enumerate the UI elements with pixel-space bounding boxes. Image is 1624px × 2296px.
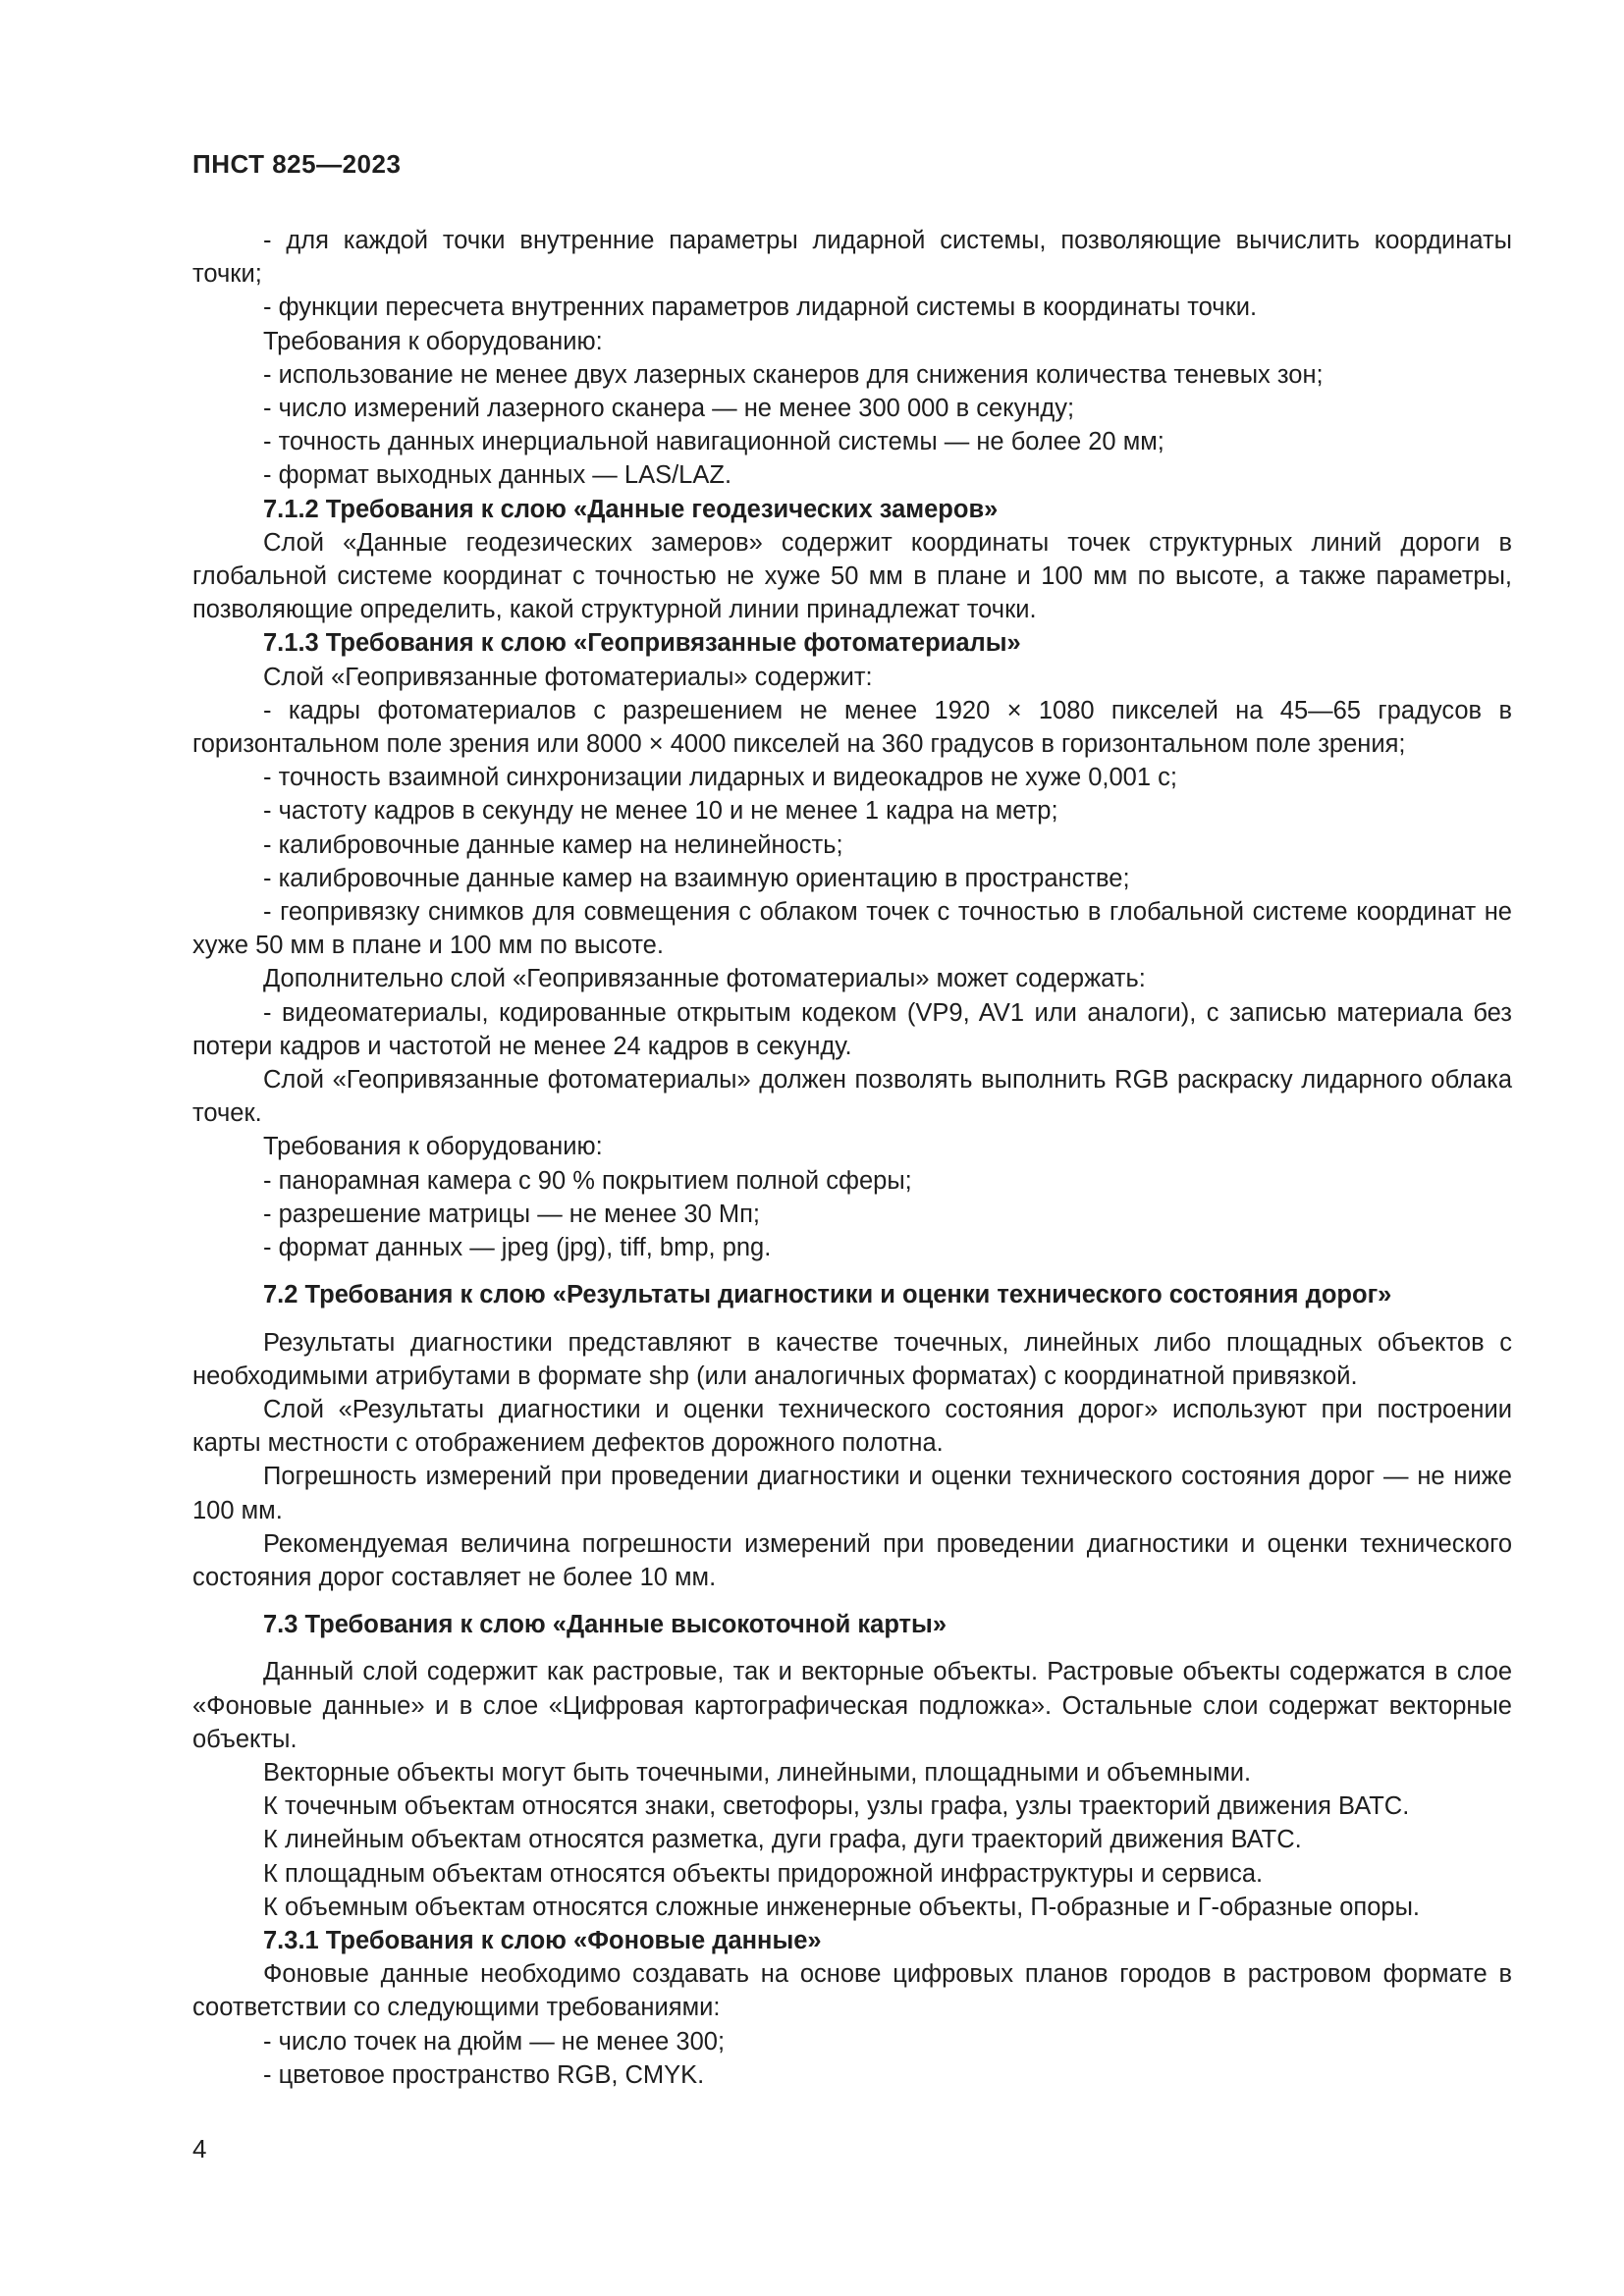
list-item: - видеоматериалы, кодированные открытым кодеком (VP9, AV1 или аналоги), с записью материала без потери кадров и частотой не менее 24 кадров в секунду. xyxy=(192,998,1512,1060)
list-item: - геопривязку снимков для совмещения с облаком точек с точностью в глобальной системе координат не хуже 50 мм в плане и 100 мм по высоте. xyxy=(192,898,1512,960)
paragraph: Слой «Геопривязанные фотоматериалы» должен позволять выполнить RGB раскраску лидарного облака точек. xyxy=(192,1066,1512,1128)
list-item: - точность взаимной синхронизации лидарных и видеокадров не хуже 0,001 с; xyxy=(263,764,1177,792)
paragraph: К точечным объектам относятся знаки, светофоры, узлы графа, узлы траекторий движения ВАТС. xyxy=(263,1792,1410,1821)
paragraph: К площадным объектам относятся объекты придорожной инфраструктуры и сервиса. xyxy=(263,1859,1264,1888)
paragraph: Слой «Геопривязанные фотоматериалы» содержит: xyxy=(263,663,873,691)
list-item: - панорамная камера с 90 % покрытием полной сферы; xyxy=(263,1166,912,1195)
paragraph: Слой «Данные геодезических замеров» содержит координаты точек структурных линий дороги в глобальной системе координат с точностью не хуже 50 мм в плане и 100 мм по высоте, а также параметры, позволяющие определить, какой структурной линии принадлежат точки. xyxy=(192,528,1512,624)
list-item: - разрешение матрицы — не менее 30 Мп; xyxy=(263,1200,760,1228)
list-item: - формат данных — jpeg (jpg), tiff, bmp, png. xyxy=(263,1234,772,1262)
document-body xyxy=(192,224,1512,2092)
list-item: - кадры фотоматериалов с разрешением не менее 1920 × 1080 пикселей на 45—65 градусов в горизонтальном поле зрения или 8000 × 4000 пикселей на 360 градусов в горизонтальном поле зрения; xyxy=(192,696,1512,759)
list-item: - цветовое пространство RGB, CMYK. xyxy=(263,2060,705,2089)
list-item: - точность данных инерциальной навигационной системы — не более 20 мм; xyxy=(263,428,1164,456)
list-item: - формат выходных данных — LAS/LAZ. xyxy=(263,461,732,490)
paragraph: К линейным объектам относятся разметка, дуги графа, дуги траекторий движения ВАТС. xyxy=(263,1826,1302,1854)
page-number: 4 xyxy=(192,2134,207,2163)
paragraph: Результаты диагностики представляют в качестве точечных, линейных либо площадных объектов с необходимыми атрибутами в формате shp (или аналогичных форматах) с координатной привязкой. xyxy=(192,1328,1512,1390)
list-item: - функции пересчета внутренних параметров лидарной системы в координаты точки. xyxy=(263,294,1258,322)
list-item: - число точек на дюйм — не менее 300; xyxy=(263,2027,726,2056)
subsection-heading-7-1-2: 7.1.2 Требования к слою «Данные геодезических замеров» xyxy=(263,495,999,523)
paragraph: Требования к оборудованию: xyxy=(263,1133,603,1161)
paragraph: Дополнительно слой «Геопривязанные фотоматериалы» может содержать: xyxy=(263,965,1146,993)
paragraph: Векторные объекты могут быть точечными, линейными, площадными и объемными. xyxy=(263,1758,1252,1787)
paragraph: Рекомендуемая величина погрешности измерений при проведении диагностики и оценки технического состояния дорог составляет не более 10 мм. xyxy=(192,1529,1512,1591)
subsection-heading-7-1-3: 7.1.3 Требования к слою «Геопривязанные фотоматериалы» xyxy=(263,629,1021,658)
list-item: - число измерений лазерного сканера — не менее 300 000 в секунду; xyxy=(263,395,1075,423)
list-item: - использование не менее двух лазерных сканеров для снижения количества теневых зон; xyxy=(263,360,1324,389)
paragraph: Слой «Результаты диагностики и оценки технического состояния дорог» используют при построении карты местности с отображением дефектов дорожного полотна. xyxy=(192,1395,1512,1458)
document-header-id: ПНСТ 825—2023 xyxy=(192,149,402,179)
paragraph: Погрешность измерений при проведении диагностики и оценки технического состояния дорог — не ниже 100 мм. xyxy=(192,1463,1512,1524)
paragraph: К объемным объектам относятся сложные инженерные объекты, П-образные и Г-образные опоры. xyxy=(263,1893,1421,1921)
paragraph: Требования к оборудованию: xyxy=(263,327,603,355)
list-item: - частоту кадров в секунду не менее 10 и не менее 1 кадра на метр; xyxy=(263,797,1058,826)
section-heading-7-2: 7.2 Требования к слою «Результаты диагностики и оценки технического состояния дорог» xyxy=(263,1281,1392,1309)
list-item: - калибровочные данные камер на нелинейность; xyxy=(263,830,843,859)
list-item: - калибровочные данные камер на взаимную ориентацию в пространстве; xyxy=(263,864,1130,892)
list-item: - для каждой точки внутренние параметры лидарной системы, позволяющие вычислить координаты точки; xyxy=(192,227,1512,289)
section-heading-7-3: 7.3 Требования к слою «Данные высокоточной карты» xyxy=(263,1611,947,1639)
subsection-heading-7-3-1: 7.3.1 Требования к слою «Фоновые данные» xyxy=(263,1926,822,1954)
paragraph: Данный слой содержит как растровые, так и векторные объекты. Растровые объекты содержатся в слое «Фоновые данные» и в слое «Цифровая картографическая подложка». Остальные слои содержат векторные объекты. xyxy=(192,1658,1512,1753)
paragraph: Фоновые данные необходимо создавать на основе цифровых планов городов в растровом формате в соответствии со следующими требованиями: xyxy=(192,1960,1512,2022)
